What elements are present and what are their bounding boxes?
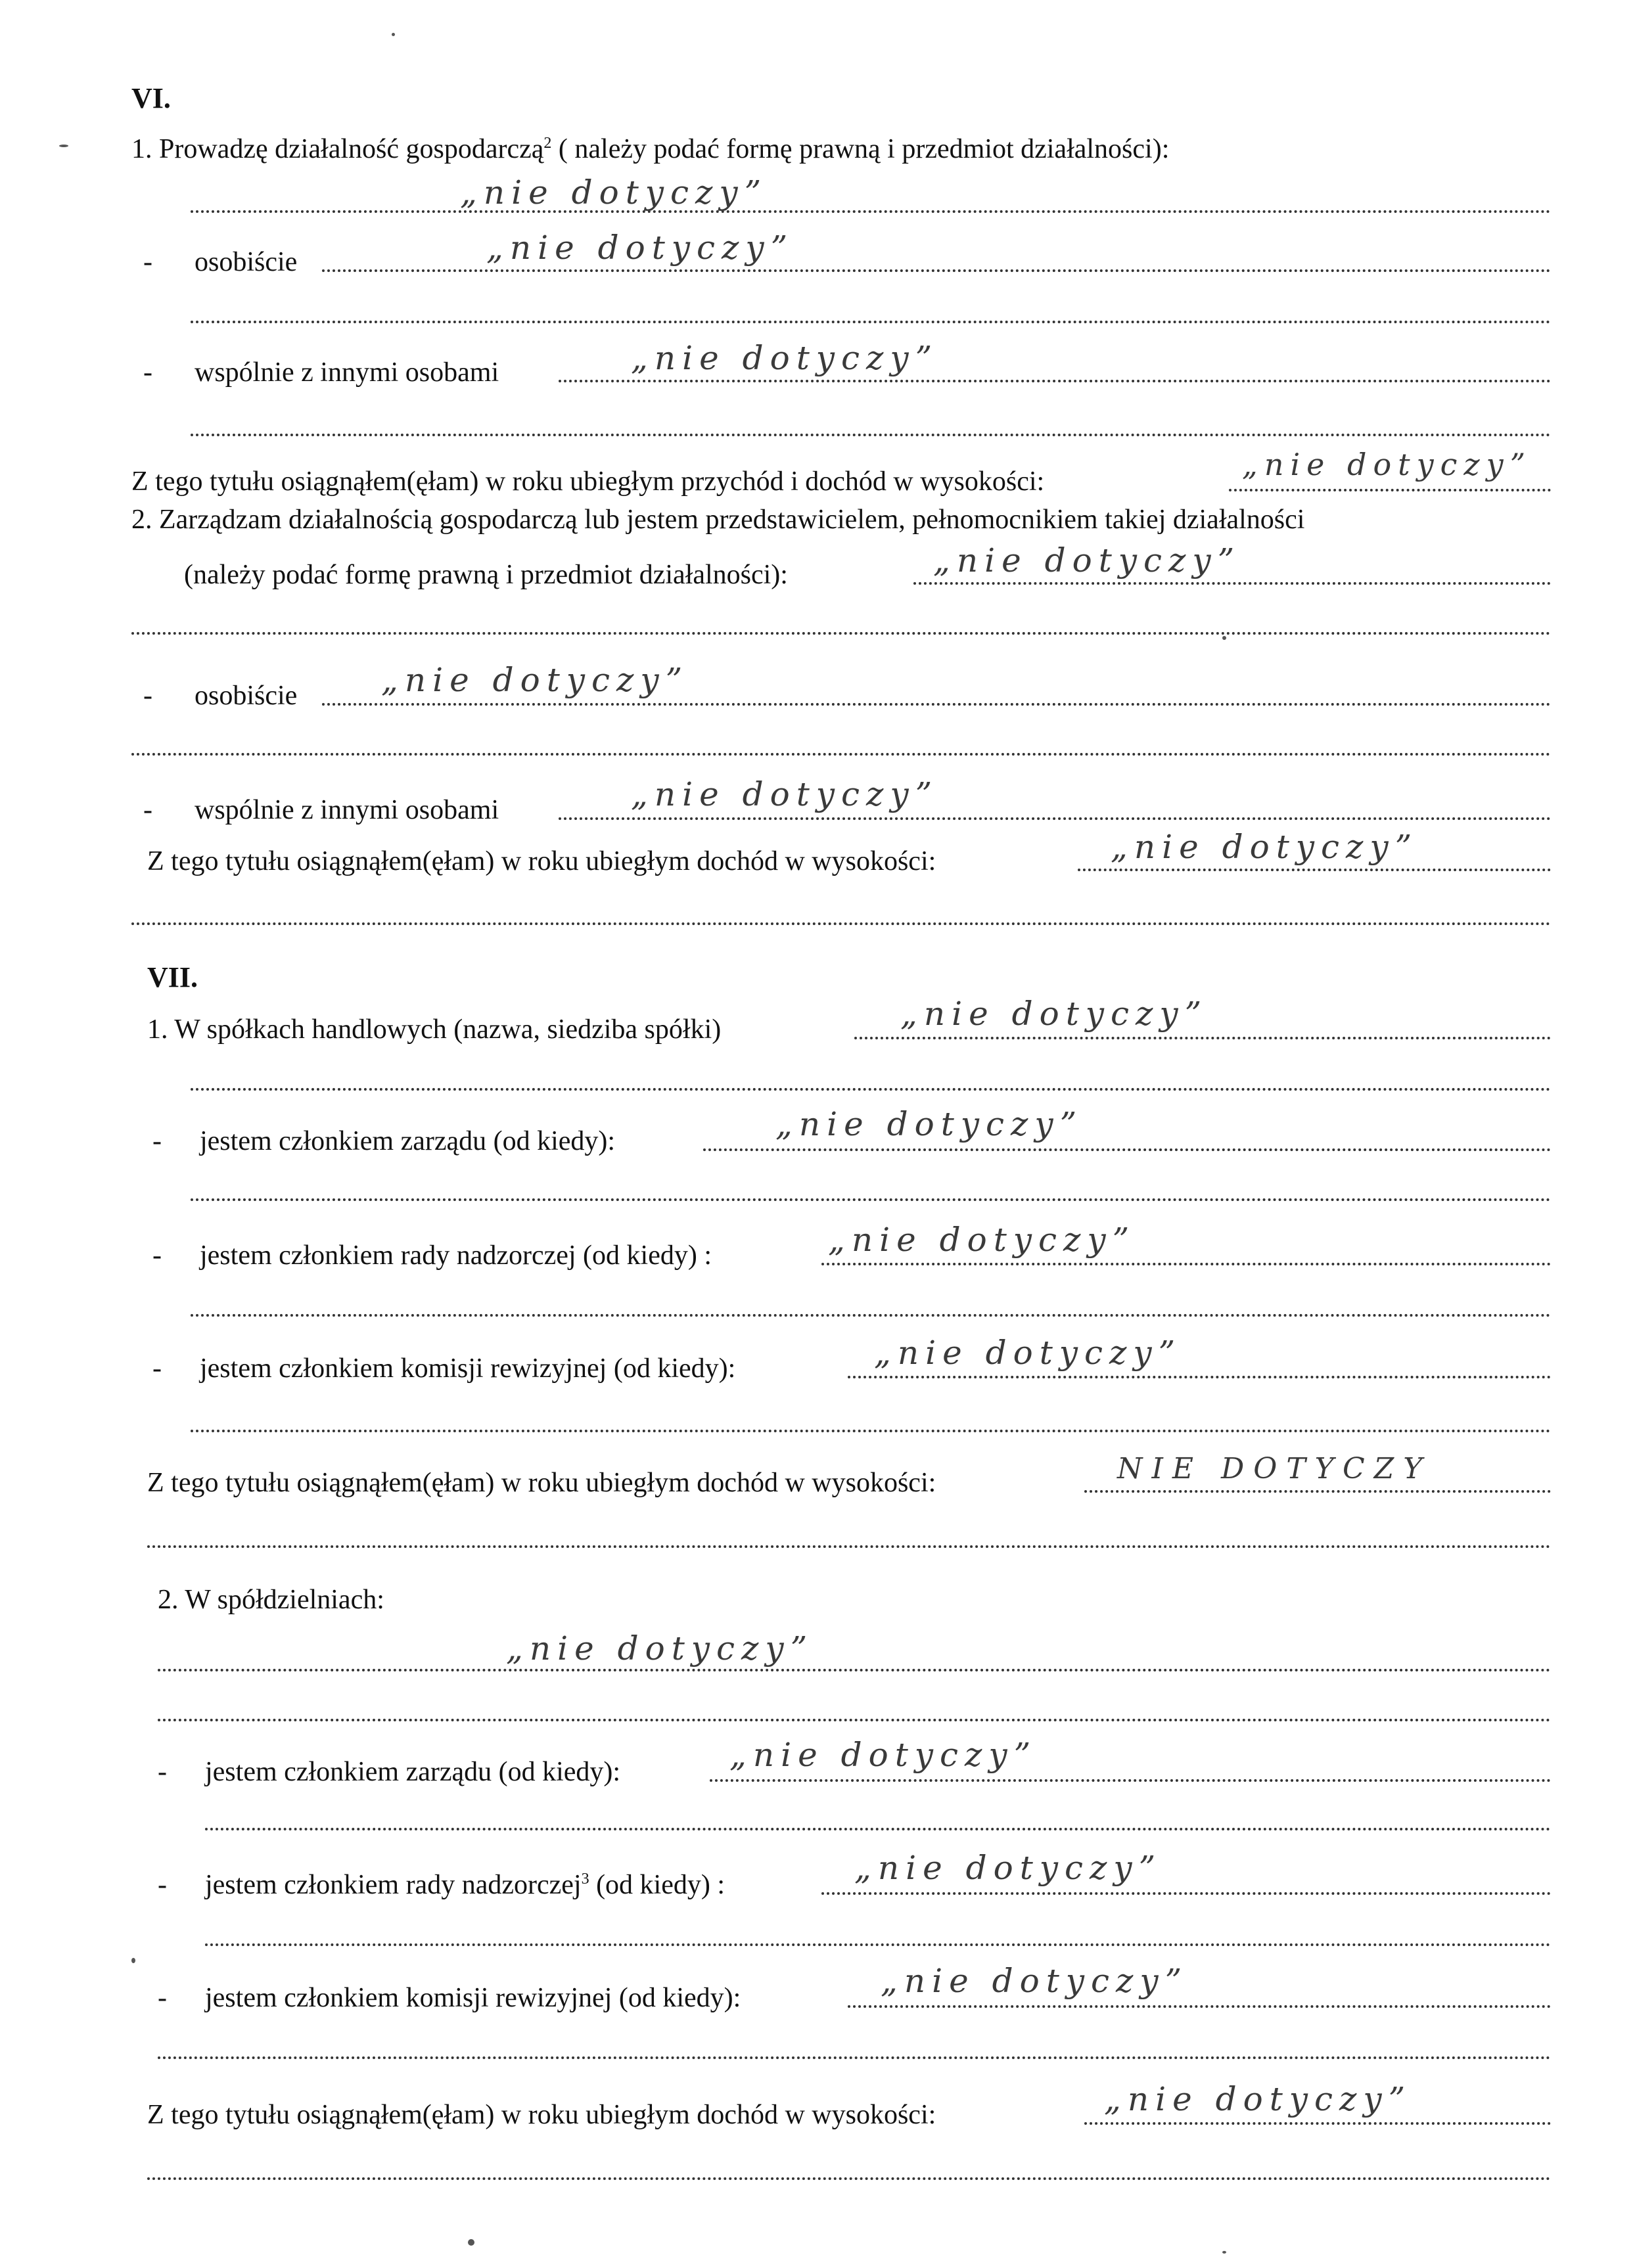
blank-line [131, 922, 1551, 925]
vii-q1-rada-label: jestem członkiem rady nadzorczej (od kiedy) : [200, 1240, 712, 1271]
blank-line [158, 1719, 1551, 1721]
vi-q1-income-label: Z tego tytułu osiągnąłem(ęłam) w roku ubiegłym przychód i dochód w wysokości: [131, 466, 1045, 497]
vii-q2-answer-line [158, 1669, 1551, 1671]
vi-q2-wspolnie-answer: „nie dotyczy” [631, 775, 939, 813]
vii-q2-label: 2. W spółdzielniach: [158, 1585, 384, 1615]
blank-line [147, 2177, 1551, 2180]
vii-q1-zarzad-label: jestem członkiem zarządu (od kiedy): [200, 1126, 616, 1156]
vii-q1-income-answer: NIE DOTYCZY [1117, 1452, 1432, 1486]
vii-q1-answer: „nie dotyczy” [900, 995, 1209, 1033]
blank-line [131, 632, 1551, 635]
dash: - [143, 247, 152, 277]
blank-line [191, 1430, 1551, 1432]
dash: - [152, 1353, 162, 1384]
vii-q2-income-line [1084, 2122, 1551, 2125]
vii-q1-zarzad-answer: „nie dotyczy” [775, 1105, 1084, 1143]
vii-q2-zarzad-line [710, 1779, 1551, 1782]
vii-q2-zarzad-label: jestem członkiem zarządu (od kiedy): [205, 1757, 621, 1787]
vii-q2-zarzad-answer: „nie dotyczy” [729, 1736, 1038, 1774]
dash: - [158, 1983, 167, 2013]
vi-q2-answer-line [913, 582, 1551, 585]
dash: - [152, 1126, 162, 1156]
vii-q2-income-answer: „nie dotyczy” [1104, 2080, 1412, 2118]
blank-line [205, 1828, 1551, 1830]
vii-q1-answer-line [854, 1037, 1551, 1039]
blank-line [147, 1545, 1551, 1548]
vi-q2-osobiscie-line [322, 703, 1551, 706]
vii-q2-komisja-line [848, 2005, 1551, 2008]
blank-line [191, 321, 1551, 323]
vii-q2-komisja-label: jestem członkiem komisji rewizyjnej (od kiedy): [205, 1983, 741, 2013]
vi-q2-label: 2. Zarządzam działalnością gospodarczą lub jestem przedstawicielem, pełnomocnikiem takiej działalności [131, 505, 1305, 535]
scan-speck [468, 2239, 474, 2246]
dash: - [152, 1240, 162, 1271]
dash: - [158, 1757, 167, 1787]
vi-q2-wspolnie-label: wspólnie z innymi osobami [195, 795, 499, 825]
vi-q2-income-label: Z tego tytułu osiągnąłem(ęłam) w roku ubiegłym dochód w wysokości: [147, 846, 936, 876]
section-vii-heading: VII. [147, 961, 198, 993]
vi-q2-income-line [1078, 869, 1551, 871]
scan-speck [1222, 636, 1226, 640]
vii-q2-komisja-answer: „nie dotyczy” [881, 1962, 1189, 2000]
vii-q2-rada-answer: „nie dotyczy” [854, 1849, 1163, 1887]
blank-line [131, 753, 1551, 756]
vi-q1-income-answer: „nie dotyczy” [1242, 447, 1532, 482]
vi-q1-answer: „nie dotyczy” [460, 173, 768, 212]
vi-q1-income-line [1229, 489, 1551, 491]
vii-q2-rada-label: jestem członkiem rady nadzorczej$^3$ (od kiedy) : [205, 1870, 725, 1900]
blank-line [191, 1314, 1551, 1317]
vii-q1-income-line [1084, 1490, 1551, 1493]
vii-q1-income-label: Z tego tytułu osiągnąłem(ęłam) w roku ubiegłym dochód w wysokości: [147, 1468, 936, 1498]
vi-q2-income-answer: „nie dotyczy” [1111, 828, 1419, 866]
vii-q2-rada-line [821, 1892, 1551, 1895]
section-vi-heading: VI. [131, 82, 171, 114]
scan-speck [131, 1958, 135, 1963]
vi-q1-wspolnie-line [559, 380, 1551, 382]
vi-q1-osobiscie-answer: „nie dotyczy” [486, 229, 794, 267]
blank-line [205, 1943, 1551, 1946]
vi-q2-osobiscie-answer: „nie dotyczy” [381, 661, 689, 699]
vi-q1-label: 1. Prowadzę działalność gospodarczą$^2$ ( należy podać formę prawną i przedmiot działalności): [131, 134, 1170, 164]
vi-q1-answer-line [191, 210, 1551, 213]
vii-q1-komisja-answer: „nie dotyczy” [874, 1334, 1182, 1372]
vi-q1-wspolnie-answer: „nie dotyczy” [631, 339, 939, 377]
vii-q1-komisja-line [848, 1376, 1551, 1378]
dash: - [143, 795, 152, 825]
vii-q1-zarzad-line [703, 1148, 1551, 1151]
vi-q1-wspolnie-label: wspólnie z innymi osobami [195, 357, 499, 388]
scan-speck [1222, 2251, 1226, 2254]
dash: - [143, 681, 152, 711]
vi-q1-osobiscie-line [322, 269, 1551, 272]
vi-q2-osobiscie-label: osobiście [195, 681, 298, 711]
blank-line [191, 1088, 1551, 1091]
blank-line [191, 434, 1551, 436]
vi-q2-answer: „nie dotyczy” [933, 541, 1241, 579]
vii-q2-answer: „nie dotyczy” [506, 1629, 814, 1667]
vii-q2-income-label: Z tego tytułu osiągnąłem(ęłam) w roku ubiegłym dochód w wysokości: [147, 2100, 936, 2130]
dash: - [143, 357, 152, 388]
blank-line [191, 1198, 1551, 1201]
vii-q1-label: 1. W spółkach handlowych (nazwa, siedziba spółki) [147, 1014, 722, 1045]
vi-q2-label-line2: (należy podać formę prawną i przedmiot działalności): [184, 560, 788, 590]
vi-q2-wspolnie-line [559, 817, 1551, 820]
vi-q1-osobiscie-label: osobiście [195, 247, 298, 277]
vii-q1-komisja-label: jestem członkiem komisji rewizyjnej (od kiedy): [200, 1353, 736, 1384]
dash: - [158, 1870, 167, 1900]
blank-line [158, 2056, 1551, 2059]
scan-speck [59, 145, 68, 147]
scan-speck [392, 33, 395, 36]
vii-q1-rada-answer: „nie dotyczy” [828, 1221, 1136, 1259]
vii-q1-rada-line [821, 1263, 1551, 1265]
